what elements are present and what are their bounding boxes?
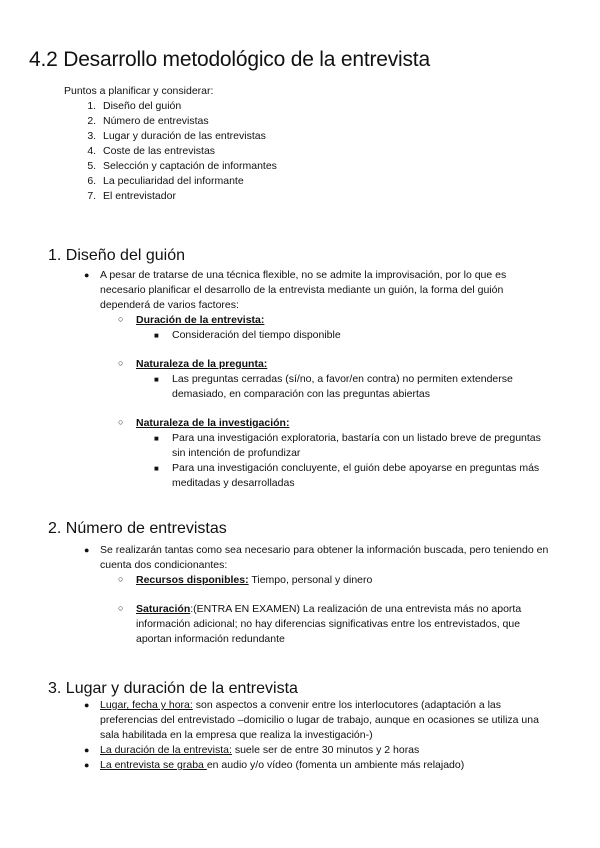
circle-bullet-icon: ○ [118, 574, 124, 584]
bullet-icon: ● [84, 700, 90, 710]
section-heading-numero: 2. Número de entrevistas [48, 520, 227, 537]
sub-sub-item-text: Para una investigación concluyente, el guión debe apoyarse en preguntas más meditadas y desarrolladas [172, 462, 540, 489]
sub-sub-item [80, 431, 550, 461]
planning-points-list [64, 99, 277, 204]
sub-sub-item [80, 328, 550, 343]
circle-bullet-icon: ○ [118, 603, 124, 613]
list-item: 1. Diseño del guión [99, 99, 277, 114]
list-item: 4. Coste de las entrevistas [99, 144, 277, 159]
list-item: 7. El entrevistador [99, 189, 277, 204]
bullet-icon: ● [84, 745, 90, 755]
square-bullet-icon: ■ [154, 375, 159, 384]
sub-sub-item-text: Las preguntas cerradas (sí/no, a favor/en contra) no permiten extenderse demasiado, en comparación con las preguntas abiertas [172, 373, 513, 400]
square-bullet-icon: ■ [154, 464, 159, 473]
circle-bullet-icon: ○ [118, 358, 124, 368]
bullet-icon: ● [84, 760, 90, 770]
sub-item-label: Duración de la entrevista: [136, 314, 265, 326]
sub-sub-item-text: Consideración del tiempo disponible [172, 329, 341, 341]
sub-sub-item [80, 461, 550, 491]
bullet-item [80, 268, 550, 313]
circle-bullet-icon: ○ [118, 417, 124, 427]
sub-sub-item-text: Para una investigación exploratoria, bastaría con un listado breve de preguntas sin intención de profundizar [172, 432, 541, 459]
sub-item-label: Saturación [136, 603, 191, 615]
bullet-icon: ● [84, 545, 90, 555]
bullet-text: suele ser de entre 30 minutos y 2 horas [231, 744, 420, 756]
sub-item-label: Recursos disponibles: [136, 574, 249, 586]
list-item: 6. La peculiaridad del informante [99, 174, 277, 189]
section-heading-lugar: 3. Lugar y duración de la entrevista [48, 680, 298, 697]
sub-sub-item [80, 372, 550, 402]
list-item: 5. Selección y captación de informantes [99, 159, 277, 174]
sub-item-naturaleza-investigacion [0, 416, 550, 431]
sub-item-text: Tiempo, personal y dinero [248, 574, 373, 586]
sub-item-duracion [0, 313, 550, 328]
list-item: 3. Lugar y duración de las entrevistas [99, 129, 277, 144]
intro-block [64, 84, 277, 204]
list-item: 2. Número de entrevistas [99, 114, 277, 129]
bullet-text: A pesar de tratarse de una técnica flexible, no se admite la improvisación, por lo que es necesario planificar el desarrollo de la entrevista mediante un guión, la forma del guión dependerá de varios factores: [100, 269, 507, 311]
bullet-text: Se realizarán tantas como sea necesario para obtener la información buscada, pero teniendo en cuenta dos condicionantes: [100, 544, 549, 571]
sub-item-text: :(ENTRA EN EXAMEN) La realización de una entrevista más no aporta información adicional; no hay diferencias significativas entre los entrevistados, que aportan información redundante [136, 603, 522, 645]
sub-item-naturaleza-pregunta [0, 357, 550, 372]
bullet-item [80, 758, 550, 773]
square-bullet-icon: ■ [154, 434, 159, 443]
section-body-diseno [80, 268, 550, 491]
sub-item-saturacion [80, 602, 550, 647]
sub-item-recursos [80, 573, 550, 588]
square-bullet-icon: ■ [154, 331, 159, 340]
sub-item-label: Naturaleza de la pregunta: [136, 358, 268, 370]
section-heading-diseno: 1. Diseño del guión [48, 247, 185, 264]
bullet-text: en audio y/o vídeo (fomenta un ambiente más relajado) [206, 759, 465, 771]
section-body-numero [80, 543, 550, 647]
bullet-label: La entrevista se graba [100, 759, 207, 771]
bullet-text: son aspectos a convenir entre los interlocutores (adaptación a las preferencias del entrevistado –domicilio o lugar de trabajo, aunque en ocasiones se utiliza una sala habilitada en la empresa que realiza la investigación-) [100, 699, 539, 741]
intro-lead: Puntos a planificar y considerar: [64, 85, 214, 97]
bullet-label: La duración de la entrevista: [100, 744, 232, 756]
section-body-lugar [80, 698, 550, 773]
bullet-item [80, 698, 550, 743]
sub-item-label: Naturaleza de la investigación: [136, 417, 290, 429]
circle-bullet-icon: ○ [118, 314, 124, 324]
bullet-item [80, 743, 550, 758]
page-title: 4.2 Desarrollo metodológico de la entrevista [29, 48, 430, 71]
bullet-label: Lugar, fecha y hora: [100, 699, 193, 711]
bullet-icon: ● [84, 270, 90, 280]
bullet-item [80, 543, 550, 573]
